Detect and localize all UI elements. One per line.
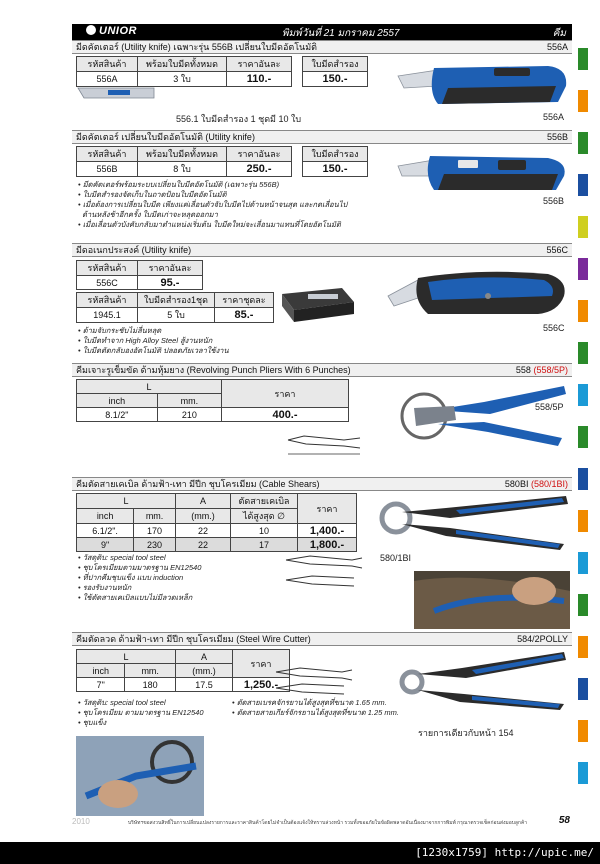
brand-name: UNIOR: [99, 25, 137, 37]
note-item: ด้านหลังช้าอีกครั้ง ใบมีดเก่าจะหลุดออกมา: [82, 210, 218, 219]
note-item: • เมื่อเลื่อนตัวบังคับกลับมาตำแหน่งเริ่มต้น ใบมีดใหม่จะเลื่อนมาแทนที่โดยอัตโนมัติ: [78, 220, 341, 229]
section-title-556c: [72, 243, 572, 257]
image-caption: 556B: [543, 196, 565, 206]
image-caption: 580/1BI: [380, 553, 412, 563]
footer-disclaimer: บริษัทฯขอสงวนสิทธิ์ในการเปลี่ยนแปลงรายการและราคาสินค้าโดยไม่จำเป็นต้องแจ้งให้ทราบล่วงหน้า รวมทั้งขออภัยในข้อผิดพลาดอันเนื่องมาจากการพิมพ์ กรุณาตรวจเช็คก่อนส่งมอบลูกค้า: [128, 820, 528, 826]
notes-584-left: [78, 698, 228, 728]
side-tab: [578, 300, 588, 322]
table-cell: 5 ใบ: [138, 308, 215, 323]
note-item: • ชุบแข็ง: [78, 718, 107, 727]
punch-diagram: [284, 428, 364, 458]
side-tab: [578, 342, 588, 364]
table-cell: 17: [231, 538, 298, 552]
knife-556b-image: [398, 150, 570, 196]
spec-table-556a: [76, 56, 368, 87]
col-header: รหัสสินค้า: [77, 293, 138, 308]
notes-580bi: [78, 553, 278, 603]
side-tab: [578, 174, 588, 196]
spare-blade-note: 556.1 ใบมีดสำรอง 1 ชุดมี 10 ใบ: [176, 114, 302, 124]
section-title-text: คีมตัดสายเคเบิล ด้ามฟ้า-เทา มีปีก ชุบโครเมียม (Cable Shears): [76, 479, 320, 489]
col-header: ใบมีดสำรอง1ชุด: [138, 293, 215, 308]
note-item: • ตัดสายเบรคจักรยานได้สูงสุดที่ขนาด 1.65 mm.: [232, 698, 387, 707]
section-title-580bi: [72, 477, 572, 491]
col-header: A: [176, 650, 233, 664]
col-header: พร้อมใบมีดทั้งหมด: [138, 147, 227, 162]
table-cell: 230: [134, 538, 176, 552]
section-title-text: คีมตัดลวด ด้ามฟ้า-เทา มีปีก ชุบโครเมียม (Steel Wire Cutter): [76, 634, 311, 644]
col-header: พร้อมใบมีดทั้งหมด: [138, 57, 227, 72]
col-header: รหัสสินค้า: [77, 147, 138, 162]
side-tab: [578, 762, 588, 784]
note-item: • ตัดสายสายเกียร์จักรยานได้สูงสุดที่ขนาด 1.25 mm.: [232, 708, 400, 717]
table-cell: 210: [157, 408, 221, 422]
spacer: [292, 162, 303, 177]
table-cell: 8.1/2": [77, 408, 158, 422]
spec-table-558: [76, 379, 349, 422]
wire-cutter-diagram: [272, 664, 356, 698]
note-item: • วัสดุดิบ: special tool steel: [78, 698, 166, 707]
col-subheader: mm.: [134, 509, 176, 524]
table-cell: 8 ใบ: [138, 162, 227, 177]
note-item: • ใช้ตัดสายเคเบิลแบบไม่มีลวดเหล็ก: [78, 593, 193, 602]
col-header: L: [77, 380, 222, 394]
spec-table-556c: [76, 260, 203, 290]
table-cell: 9": [77, 538, 134, 552]
notes-556b: [78, 180, 398, 230]
table-cell: 22: [176, 538, 231, 552]
col-header: L: [77, 650, 176, 664]
col-subheader: ได้สูงสุด ∅: [231, 509, 298, 524]
price-cell: 1,800.-: [298, 538, 357, 552]
price-cell: 110.-: [227, 72, 292, 87]
spacer: [292, 57, 303, 72]
section-title-556a: [72, 40, 572, 54]
price-cell: 1,250.-: [233, 678, 290, 692]
col-header: ราคาอันละ: [227, 147, 292, 162]
table-cell: 7": [77, 678, 125, 692]
spec-table-580bi: [76, 493, 357, 552]
notes-556c: [78, 326, 318, 356]
side-tab: [578, 90, 588, 112]
page-number: 58: [558, 815, 570, 826]
note-item: • ใบมีดสำรองจัดเก็บในถาดป้อนใบมีดอัตโนมัติ: [78, 190, 227, 199]
print-date: พิมพ์วันที่ 21 มกราคม 2557: [282, 28, 400, 39]
price-cell: 95.-: [138, 276, 203, 290]
section-title-text: คีมเจาะรูเข็มขัด ด้ามหุ้มยาง (Revolving Punch Pliers With 6 Punches): [76, 365, 351, 375]
col-header: ราคา: [233, 650, 290, 678]
price-cell: 1,400.-: [298, 524, 357, 538]
note-item: • วัสดุดิบ: special tool steel: [78, 553, 166, 562]
side-tab: [578, 720, 588, 742]
col-header: รหัสสินค้า: [77, 57, 138, 72]
side-tab: [578, 594, 588, 616]
page-header: [72, 24, 572, 40]
col-header: ราคาอันละ: [227, 57, 292, 72]
col-header: ราคา: [298, 494, 357, 524]
side-tab: [578, 510, 588, 532]
section-code: 584/2POLLY: [517, 634, 568, 644]
image-caption: รายการเดียวกับหน้า 154: [418, 728, 514, 738]
side-tab: [578, 552, 588, 574]
blade-box-image: [278, 284, 358, 326]
section-code: 556A: [546, 42, 568, 52]
note-item: • เมื่อต้องการเปลี่ยนใบมีด เพียงแค่เลื่อนตัวจับใบมีดไปด้านหน้าจนสุด และกดเลื่อนไป: [78, 200, 348, 209]
wire-cutter-usage-photo: [76, 736, 204, 816]
col-header: A: [176, 494, 231, 509]
note-item: • ด้ามจับกระชับไม่ลื่นหลุด: [78, 326, 162, 335]
table-cell: 3 ใบ: [138, 72, 227, 87]
knife-556a-image: [398, 62, 570, 110]
col-header: ใบมีดสำรอง: [303, 147, 368, 162]
price-cell: 85.-: [215, 308, 274, 323]
image-caption: 558/5P: [535, 402, 564, 412]
note-item: • ใบมีดตัดกลับองอัตโนมัติ ปลอดภัยเวลาใช้งาน: [78, 346, 229, 355]
price-cell: 250.-: [227, 162, 292, 177]
col-header: ตัดสายเคเบิล: [231, 494, 298, 509]
price-cell: 150.-: [303, 72, 368, 87]
side-tab: [578, 132, 588, 154]
col-subheader: mm.: [157, 394, 221, 408]
col-header: ราคา: [222, 380, 349, 408]
col-subheader: (mm.): [176, 509, 231, 524]
col-header: ราคาชุดละ: [215, 293, 274, 308]
note-item: • ชุบโครเมียมตามมาตรฐาน EN12540: [78, 563, 202, 572]
table-cell: 180: [125, 678, 176, 692]
col-header: ใบมีดสำรอง: [303, 57, 368, 72]
footer-year: 2010: [72, 817, 90, 826]
cable-shears-image: [376, 494, 572, 550]
spacer: [292, 72, 303, 87]
side-tab: [578, 678, 588, 700]
spacer: [292, 147, 303, 162]
brand-logo: [86, 25, 137, 37]
table-cell: 556B: [77, 162, 138, 177]
col-subheader: inch: [77, 509, 134, 524]
image-caption: 556C: [543, 323, 565, 333]
col-subheader: inch: [77, 394, 158, 408]
side-tab: [578, 636, 588, 658]
section-title-556b: [72, 130, 572, 144]
note-item: • มีดคัตเตอร์พร้อมระบบเปลี่ยนใบมีดอัตโนมัติ (เฉพาะรุ่น 556B): [78, 180, 280, 189]
col-header: รหัสสินค้า: [77, 261, 138, 276]
section-code: 556B: [546, 132, 568, 142]
cable-shears-usage-photo: [414, 571, 570, 629]
col-header: L: [77, 494, 176, 509]
image-caption: 556A: [543, 112, 565, 122]
section-title-text: มีดอเนกประสงค์ (Utility knife): [76, 245, 192, 255]
table-cell: 22: [176, 524, 231, 538]
image-watermark: [1230x1759] http://upic.me/: [0, 842, 600, 864]
category-label: คีม: [552, 28, 566, 39]
section-code: 558 (558/5P): [515, 365, 568, 375]
side-tab: [578, 384, 588, 406]
table-cell: 556C: [77, 276, 138, 290]
col-subheader: mm.: [125, 664, 176, 678]
section-title-558: [72, 363, 572, 377]
table-cell: 10: [231, 524, 298, 538]
spec-table-556b: [76, 146, 368, 177]
side-tab: [578, 48, 588, 70]
note-item: • ชุบโครเมียม ตามมาตรฐาน EN12540: [78, 708, 204, 717]
punch-pliers-image: [394, 380, 570, 458]
notes-584-right: [232, 698, 422, 718]
table-cell: 170: [134, 524, 176, 538]
table-cell: 6.1/2".: [77, 524, 134, 538]
side-tab: [578, 216, 588, 238]
table-cell: 1945.1: [77, 308, 138, 323]
section-code: 580BI (580/1BI): [504, 479, 568, 489]
section-title-text: มีดคัตเตอร์ (Utility knife) เฉพาะรุ่น 556B เปลี่ยนใบมีดอัตโนมัติ: [76, 42, 317, 52]
price-cell: 400.-: [222, 408, 349, 422]
spec-table-584: [76, 649, 290, 692]
cable-shears-diagram: [282, 552, 366, 592]
spec-table-1945: [76, 292, 274, 323]
brand-mark-icon: [86, 25, 96, 35]
col-subheader: (mm.): [176, 664, 233, 678]
section-title-584: [72, 632, 572, 646]
note-item: • รองรับงานหนัก: [78, 583, 132, 592]
section-title-text: มีดคัตเตอร์ เปลี่ยนใบมีดอัตโนมัติ (Utility knife): [76, 132, 255, 142]
side-tab: [578, 258, 588, 280]
table-cell: 556A: [77, 72, 138, 87]
note-item: • ใบมีดทำจาก High Alloy Steel สู้งานหนัก: [78, 336, 213, 345]
knife-556c-image: [388, 266, 570, 322]
col-header: ราคาอันละ: [138, 261, 203, 276]
note-item: • ที่ปากคีมชุบแข็ง แบบ induction: [78, 573, 184, 582]
wire-cutter-image: [398, 648, 570, 710]
table-cell: 17.5: [176, 678, 233, 692]
side-tab: [578, 426, 588, 448]
price-cell: 150.-: [303, 162, 368, 177]
section-code: 556C: [546, 245, 568, 255]
col-subheader: inch: [77, 664, 125, 678]
side-tab: [578, 468, 588, 490]
spare-blade-image: [78, 86, 158, 100]
